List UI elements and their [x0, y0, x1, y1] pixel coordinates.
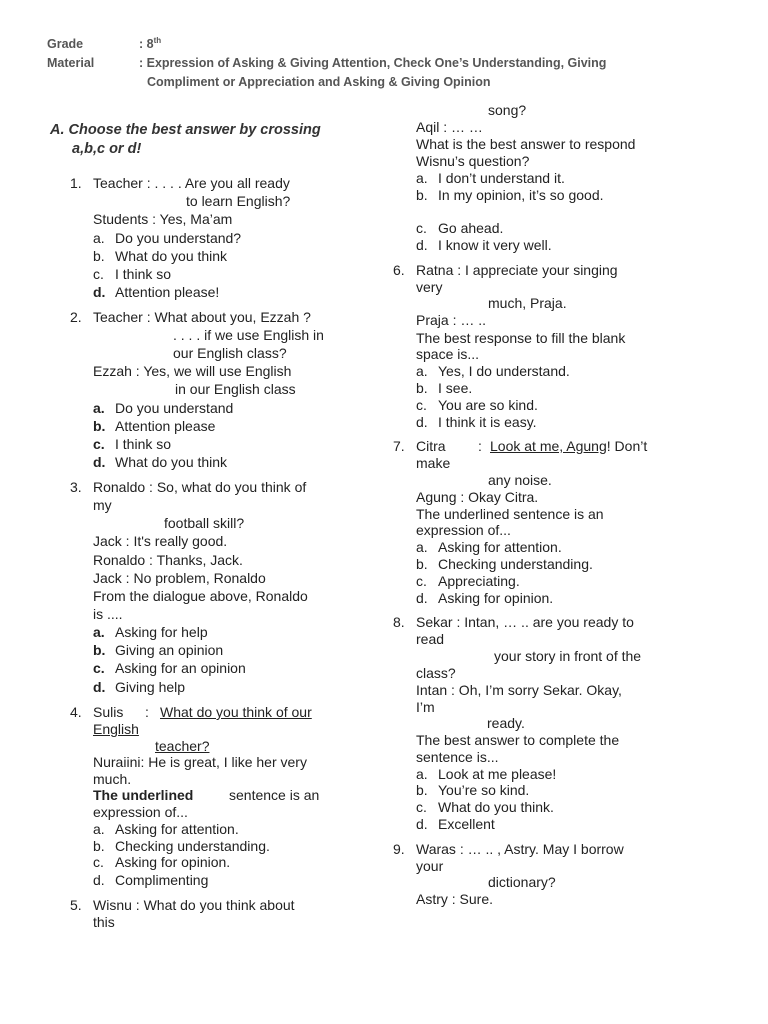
option-text: I think it is easy.	[438, 414, 537, 430]
dialogue-line	[490, 437, 647, 455]
option-letter: a.	[93, 624, 105, 640]
option-letter: b.	[416, 187, 428, 203]
option-text: Asking for an opinion	[115, 660, 246, 676]
option-letter: b.	[416, 556, 428, 572]
dialogue-line: Sekar : Intan, … .. are you ready to	[416, 614, 634, 630]
option-text: Asking for help	[115, 624, 208, 640]
grade-superscript: th	[153, 35, 162, 45]
option-text: Yes, I do understand.	[438, 363, 570, 379]
dialogue-line: Jack : It's really good.	[93, 533, 228, 549]
option-letter: b.	[416, 782, 428, 798]
speaker-colon: :	[145, 704, 149, 720]
option-text: Asking for opinion.	[115, 854, 231, 870]
option-text: Go ahead.	[438, 220, 504, 236]
dialogue-line: to learn English?	[186, 193, 291, 209]
material-label: Material	[47, 56, 95, 70]
option-letter: d.	[93, 679, 106, 695]
dialogue-line: Nuraiini: He is great, I like her very	[93, 754, 307, 770]
option-letter: a.	[416, 766, 428, 782]
speaker-name: Sulis	[93, 704, 124, 720]
option-text: I think so	[115, 266, 172, 282]
dialogue-line: What is the best answer to respond	[416, 136, 636, 152]
question-number: 5.	[70, 897, 82, 913]
option-letter: c.	[416, 220, 427, 236]
option-text: Attention please!	[115, 284, 220, 300]
option-text: You are so kind.	[438, 397, 538, 413]
dialogue-line: dictionary?	[488, 874, 556, 890]
dialogue-line: Astry : Sure.	[416, 891, 494, 907]
dialogue-line: this	[93, 914, 115, 930]
grade-label: Grade	[47, 37, 84, 51]
dialogue-line: song?	[488, 102, 527, 118]
question-number: 6.	[393, 262, 405, 278]
option-letter: a.	[93, 230, 105, 246]
option-text: Do you understand	[115, 400, 234, 416]
option-letter: c.	[416, 397, 427, 413]
underlined-sentence: Look at me, Agung	[490, 438, 607, 454]
dialogue-line: make	[416, 455, 451, 471]
option-letter: d.	[93, 284, 106, 300]
question-number: 2.	[70, 309, 82, 325]
grade-value	[139, 37, 161, 51]
option-letter: d.	[93, 454, 106, 470]
grade-number: : 8	[139, 37, 154, 51]
dialogue-line: our English class?	[173, 345, 287, 361]
option-text: What do you think	[115, 248, 228, 264]
option-letter: c.	[93, 660, 105, 676]
dialogue-line: Agung : Okay Citra.	[416, 489, 539, 505]
option-text: Asking for attention.	[115, 821, 239, 837]
dialogue-line: football skill?	[164, 515, 245, 531]
dialogue-line: expression of...	[93, 804, 188, 820]
option-text: You’re so kind.	[438, 782, 530, 798]
dialogue-line: any noise.	[488, 472, 552, 488]
dialogue-line: I’m	[416, 699, 435, 715]
option-letter: a.	[93, 821, 105, 837]
option-letter: a.	[416, 170, 428, 186]
dialogue-line: Ronaldo : Thanks, Jack.	[93, 552, 243, 568]
underlined-question: What do you think of our	[160, 704, 312, 720]
sentence-remainder: ! Don’t	[606, 438, 648, 454]
dialogue-line: The underlined	[93, 787, 194, 803]
option-text: Checking understanding.	[438, 556, 593, 572]
option-letter: d.	[416, 414, 428, 430]
dialogue-line: sentence is an	[229, 787, 320, 803]
option-text: Look at me please!	[438, 766, 557, 782]
option-letter: b.	[93, 838, 105, 854]
section-heading-line-2: a,b,c or d!	[72, 141, 142, 157]
option-letter: a.	[416, 363, 428, 379]
dialogue-line: my	[93, 497, 112, 513]
dialogue-line: Waras : … .. , Astry. May I borrow	[416, 841, 624, 857]
option-text: Giving an opinion	[115, 642, 224, 658]
option-text: Excellent	[438, 816, 495, 832]
option-text: Attention please	[115, 418, 216, 434]
dialogue-line: The best response to fill the blank	[416, 330, 626, 346]
option-letter: d.	[416, 237, 428, 253]
option-letter: c.	[416, 799, 427, 815]
dialogue-line: The underlined sentence is an	[416, 506, 604, 522]
question-number: 1.	[70, 175, 82, 191]
option-text: I know it very well.	[438, 237, 552, 253]
dialogue-line: space is...	[416, 346, 480, 362]
dialogue-line: sentence is...	[416, 749, 499, 765]
option-text: Do you understand?	[115, 230, 242, 246]
option-text: Asking for attention.	[438, 539, 562, 555]
dialogue-line: Teacher : What about you, Ezzah ?	[93, 309, 311, 325]
dialogue-line: The best answer to complete the	[416, 732, 620, 748]
option-letter: b.	[416, 380, 428, 396]
speaker-colon: :	[478, 438, 482, 454]
question-number: 3.	[70, 479, 82, 495]
question-number: 7.	[393, 438, 405, 454]
speaker-name: Citra	[416, 438, 446, 454]
dialogue-line: class?	[416, 665, 456, 681]
dialogue-line: ready.	[487, 715, 525, 731]
dialogue-line: much, Praja.	[488, 295, 567, 311]
option-letter: a.	[93, 400, 105, 416]
option-text: In my opinion, it’s so good.	[438, 187, 604, 203]
dialogue-line: your	[416, 858, 444, 874]
dialogue-line: in our English class	[175, 381, 296, 397]
option-letter: b.	[93, 642, 106, 658]
dialogue-line: very	[416, 279, 443, 295]
option-text: Checking understanding.	[115, 838, 270, 854]
option-text: I don’t understand it.	[438, 170, 565, 186]
dialogue-line: Teacher : . . . . Are you all ready	[93, 175, 290, 191]
option-letter: c.	[416, 573, 427, 589]
dialogue-line: . . . . if we use English in	[173, 327, 324, 343]
option-text: What do you think.	[438, 799, 554, 815]
option-letter: a.	[416, 539, 428, 555]
option-letter: d.	[416, 590, 428, 606]
option-letter: b.	[93, 248, 105, 264]
question-number: 9.	[393, 841, 405, 857]
question-number: 8.	[393, 614, 405, 630]
option-text: Complimenting	[115, 872, 209, 888]
option-letter: c.	[93, 266, 104, 282]
dialogue-line: Ronaldo : So, what do you think of	[93, 479, 307, 495]
dialogue-line: much.	[93, 771, 132, 787]
section-heading	[50, 121, 350, 159]
option-text: Giving help	[115, 679, 186, 695]
dialogue-line: expression of...	[416, 522, 511, 538]
dialogue-line: Intan : Oh, I’m sorry Sekar. Okay,	[416, 682, 622, 698]
dialogue-line: Students : Yes, Ma’am	[93, 211, 233, 227]
dialogue-line: is ....	[93, 606, 123, 622]
dialogue-line: your story in front of the	[494, 648, 642, 664]
section-heading-line-1: A. Choose the best answer by crossing	[50, 122, 321, 138]
dialogue-line: Praja : … ..	[416, 312, 487, 328]
dialogue-line: Wisnu’s question?	[416, 153, 530, 169]
dialogue-line: Aqil : … …	[416, 119, 483, 135]
option-letter: c.	[93, 854, 104, 870]
question-number: 4.	[70, 704, 82, 720]
underlined-question: teacher?	[155, 738, 210, 754]
dialogue-line: Ezzah : Yes, we will use English	[93, 363, 292, 379]
option-text: What do you think	[115, 454, 228, 470]
option-letter: d.	[93, 872, 105, 888]
material-line-1: : Expression of Asking & Giving Attention, Check One’s Understanding, Giving	[139, 56, 607, 70]
option-letter: d.	[416, 816, 428, 832]
dialogue-line: Wisnu : What do you think about	[93, 897, 295, 913]
dialogue-line: Jack : No problem, Ronaldo	[93, 570, 266, 586]
option-text: I think so	[115, 436, 172, 452]
dialogue-line: Ratna : I appreciate your singing	[416, 262, 618, 278]
option-text: Appreciating.	[438, 573, 520, 589]
dialogue-line: From the dialogue above, Ronaldo	[93, 588, 308, 604]
option-letter: b.	[93, 418, 106, 434]
option-text: Asking for opinion.	[438, 590, 554, 606]
material-line-2: Compliment or Appreciation and Asking & Giving Opinion	[147, 75, 491, 89]
option-text: I see.	[438, 380, 473, 396]
option-letter: c.	[93, 436, 105, 452]
dialogue-line: read	[416, 631, 445, 647]
underlined-question: English	[93, 721, 139, 737]
